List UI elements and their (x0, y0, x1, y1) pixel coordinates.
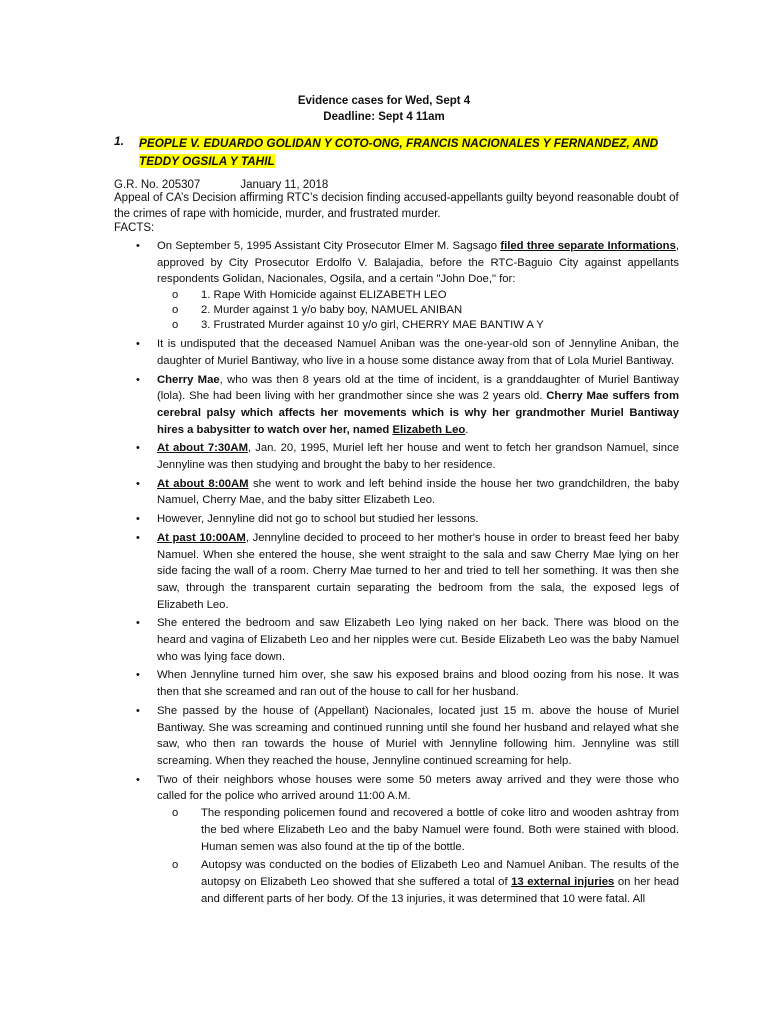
case-number: 1. (114, 134, 125, 148)
charge-text: 1. Rape With Homicide against ELIZABETH LEO (201, 289, 447, 302)
fact-item (136, 615, 679, 665)
charge-text: 2. Murder against 1 y/o baby boy, NAMUEL ANIBAN (201, 304, 463, 317)
decision-date: January 11, 2018 (240, 179, 329, 191)
fact-emphasis: At about 8:00AM (157, 477, 249, 490)
fact-text: , approved by City Prosecutor Erdolfo V. Balajadia, before the RTC-Baguio City against appellants respondents Golidan, Nacionales, Ogsila, and a certain "John Doe," for: (157, 240, 679, 286)
fact-emphasis: At about 7:30AM (157, 442, 248, 455)
fact-item (136, 440, 679, 473)
fact-text: , Jan. 20, 1995, Muriel left her house and went to fetch her grandson Namuel, since Jennyline was then studying and brought the baby to her residence. (157, 442, 679, 472)
fact-item (136, 772, 679, 908)
fact-item (136, 530, 679, 614)
fact-item (136, 372, 679, 439)
document-title: Evidence cases for Wed, Sept 4 (297, 95, 471, 107)
bullet-icon: • (136, 531, 140, 544)
charge-item (157, 318, 679, 333)
fact-text: It is undisputed that the deceased Namuel Aniban was the one-year-old son of Jennyline Aniban, the daughter of Muriel Bantiway, who live in a house some distance away from that of Lola Muriel Bantiway. (157, 338, 679, 367)
investigation-text: The responding policemen found and recovered a bottle of coke litro and wooden ashtray from the bed where Elizabeth Leo and the baby Namuel were found. Both were stained with blood. Human semen was also found at the tip of the bottle. (201, 807, 679, 853)
bullet-icon: • (136, 513, 140, 526)
charge-item (157, 303, 679, 318)
sub-bullet-icon: o (172, 807, 179, 820)
investigation-text: on her head and different parts of her body. Of the 13 injuries, it was determined that 10 were fatal. All (201, 875, 679, 905)
bullet-icon: • (136, 773, 140, 786)
investigation-text: Autopsy was conducted on the bodies of Elizabeth Leo and Namuel Aniban. The results of the autopsy on Elizabeth Leo showed that she suffered a total of (201, 859, 679, 888)
fact-text: When Jennyline turned him over, she saw his exposed brains and blood oozing from his nose. It was then that she screamed and ran out of the house to call for her husband. (157, 669, 679, 699)
fact-emphasis: Cherry Mae suffers from cerebral palsy which affects her movements which is why her grandmother Muriel Bantiway hires a babysitter to watch over her, named (157, 390, 679, 436)
investigation-item (157, 805, 679, 855)
fact-item (136, 703, 679, 770)
sub-bullet-icon: o (172, 859, 179, 872)
appeal-summary: Appeal of CA’s Decision affirming RTC’s decision finding accused-appellants guilty beyond reasonable doubt of the crimes of rape with homicide, murder, and frustrated murder. (114, 192, 679, 220)
bullet-icon: • (136, 240, 140, 252)
case-title-highlight: PEOPLE V. EDUARDO GOLIDAN Y COTO-ONG, FRANCIS NACIONALES Y FERNANDEZ, AND TEDDY OGSILA Y TAHIL (139, 136, 659, 168)
bullet-icon: • (136, 373, 140, 386)
fact-text: She entered the bedroom and saw Elizabeth Leo lying naked on her back. There was blood on the heard and vagina of Elizabeth Leo and her nipples were cut. Beside Elizabeth Leo was the baby Namuel who was lying face down. (157, 617, 679, 663)
fact-text: she went to work and left behind inside the house her two grandchildren, the baby Namuel, Cherry Mae, and the baby sitter Elizabeth Leo. (157, 477, 679, 507)
facts-list (136, 238, 679, 907)
gr-number: G.R. No. 205307 (114, 179, 201, 191)
fact-item (136, 238, 679, 333)
document-deadline: Deadline: Sept 4 11am (323, 111, 445, 123)
fact-item (136, 511, 679, 528)
fact-emphasis: Elizabeth Leo (392, 423, 466, 436)
bullet-icon: • (136, 442, 140, 455)
sub-bullet-icon: o (172, 319, 179, 332)
bullet-icon: • (136, 704, 140, 717)
bullet-icon: • (136, 669, 140, 682)
investigation-emphasis: 13 external injuries (511, 875, 615, 888)
facts-label: FACTS: (114, 222, 155, 234)
fact-text: However, Jennyline did not go to school but studied her lessons. (157, 513, 479, 526)
investigation-item (157, 857, 679, 907)
case-title (139, 134, 694, 170)
bullet-icon: • (136, 477, 140, 490)
fact-item (136, 476, 679, 509)
fact-text: Two of their neighbors whose houses were some 50 meters away arrived and they were those who called for the police who arrived around 11:00 A.M. (157, 773, 679, 803)
charges-list (157, 288, 679, 333)
fact-item (136, 667, 679, 700)
fact-emphasis: Cherry Mae (157, 373, 220, 386)
fact-text: She passed by the house of (Appellant) Nacionales, located just 15 m. above the house of Muriel Bantiway. She was screaming and continued running until she found her husband and relayed what she saw, who then ran towards the house of Muriel with Jennyline following him. Jennyline was still screaming. When they reached the house, Jennyline continued screaming for help. (157, 704, 679, 767)
sub-bullet-icon: o (172, 289, 179, 302)
fact-text: On September 5, 1995 Assistant City Prosecutor Elmer M. Sagsago (157, 240, 501, 252)
fact-emphasis: filed three separate Informations (500, 240, 676, 252)
charge-item (157, 288, 679, 303)
sub-bullet-icon: o (172, 304, 179, 317)
bullet-icon: • (136, 617, 140, 630)
bullet-icon: • (136, 338, 140, 351)
charge-text: 3. Frustrated Murder against 10 y/o girl, CHERRY MAE BANTIW A Y (201, 319, 544, 332)
fact-text: . (465, 423, 469, 436)
investigation-list (157, 805, 679, 907)
fact-emphasis: At past 10:00AM (157, 531, 246, 544)
fact-text: , who was then 8 years old at the time of incident, is a granddaughter of Muriel Bantiway (lola). She had been living with her grandmother since she was 2 years old. (157, 373, 679, 403)
fact-text: , Jennyline decided to proceed to her mother's house in order to breast feed her baby Namuel. When she entered the house, she went straight to the sala and saw Cherry Mae lying on her side facing the wall of a room. Cherry Mae turned to her and tried to tell her something. It was then she saw, through the transparent curtain separating the bedroom from the sala, the exposed legs of Elizabeth Leo. (157, 531, 679, 611)
fact-item (136, 336, 679, 369)
